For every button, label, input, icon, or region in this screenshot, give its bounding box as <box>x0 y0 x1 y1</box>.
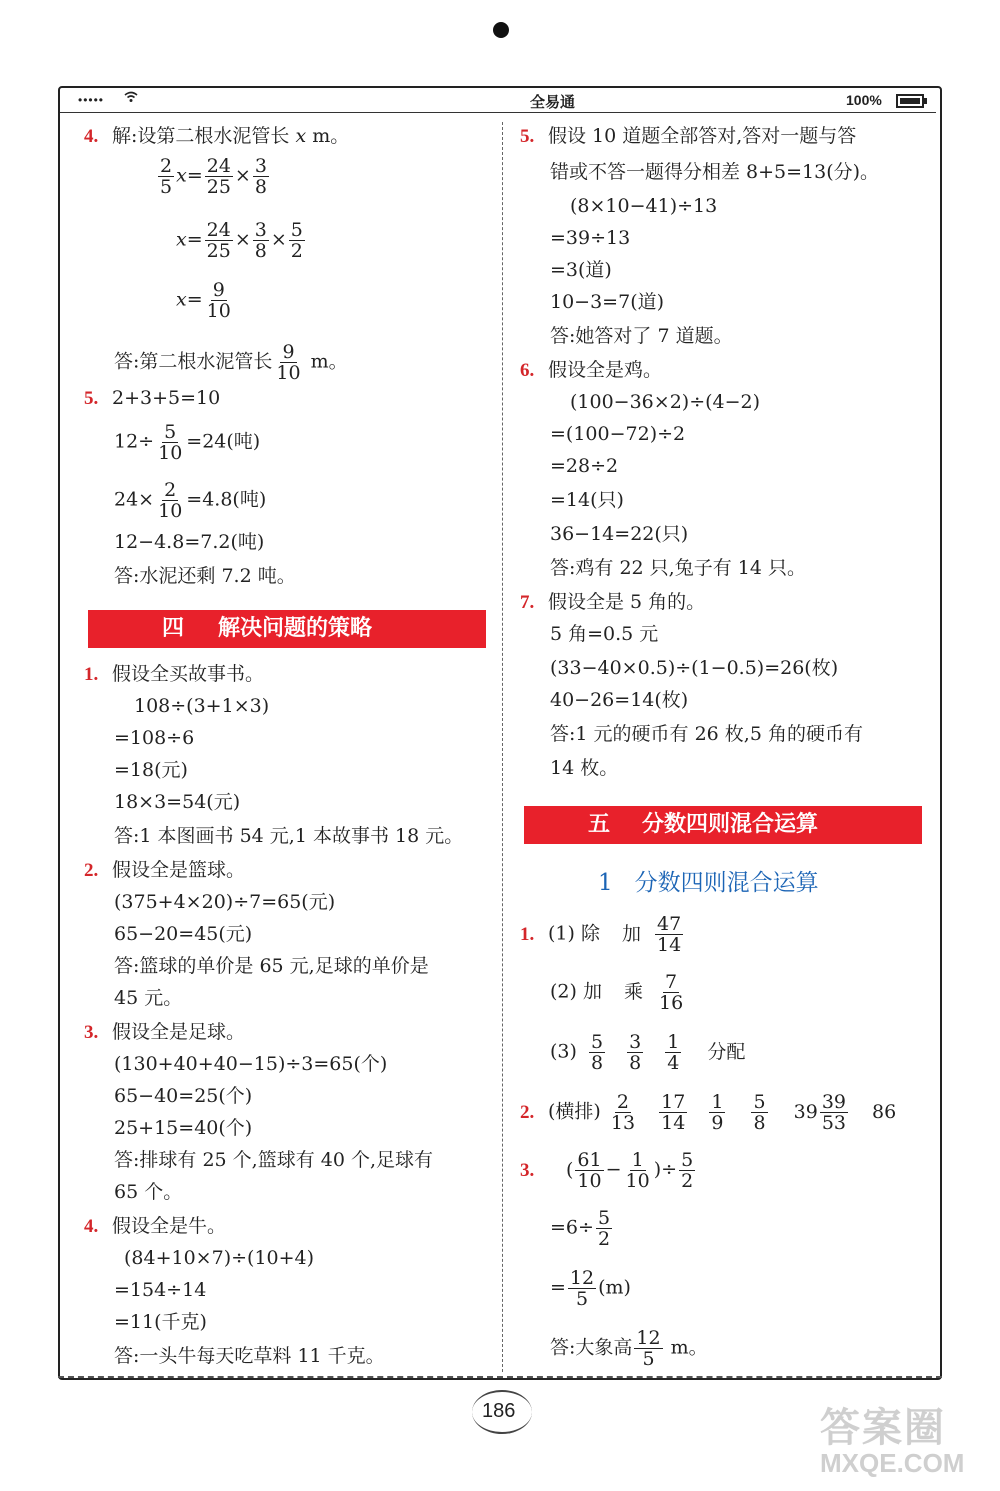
rq6-line3: =28÷2 <box>550 455 619 477</box>
p2-line2: 65−20=45(元) <box>114 923 253 945</box>
rq5-line3: =3(道) <box>550 259 612 281</box>
signal-icon: ••••• <box>78 93 105 107</box>
p3-answer-2: 65 个。 <box>114 1181 183 1203</box>
rq7-line3: 40−26=14(枚) <box>550 689 689 711</box>
p2-answer-1: 答:篮球的单价是 65 元,足球的单价是 <box>114 955 429 977</box>
q4-eq1: $\frac{2}{5}$ x= $\frac{24}{25}$ × $\frac{3}{8}$ <box>160 155 267 198</box>
p2-answer-2: 45 元。 <box>114 987 183 1009</box>
battery-icon <box>896 94 924 108</box>
rq7-intro: 7. 假设全是 5 角的。 <box>520 591 706 613</box>
r3-line3: = $\frac{12}{5}$ (m) <box>550 1267 631 1310</box>
section-banner-5: 五 分数四则混合运算 <box>524 806 922 844</box>
q4-eq2: x= $\frac{24}{25}$ × $\frac{3}{8}$ × $\frac{5}{2}$ <box>176 219 303 262</box>
p4-line2: =154÷14 <box>114 1279 207 1301</box>
q5-answer: 答:水泥还剩 7.2 吨。 <box>114 565 296 587</box>
battery-percent: 100% <box>846 92 882 108</box>
p3-line3: 25+15=40(个) <box>114 1117 253 1139</box>
rq6-line4: =14(只) <box>550 489 624 511</box>
rq5-line1: (8×10−41)÷13 <box>570 195 718 217</box>
q4-eq3: x= $\frac{9}{10}$ <box>176 279 231 322</box>
p1-line2: =108÷6 <box>114 727 195 749</box>
rq5-answer: 答:她答对了 7 道题。 <box>550 325 733 347</box>
section-subhead: 1 分数四则混合运算 <box>598 870 819 896</box>
r3-answer: 答:大象高 $\frac{12}{5}$ m。 <box>550 1327 708 1370</box>
p3-intro: 3. 假设全是足球。 <box>84 1021 246 1043</box>
r1-line-b: (2) 加 乘 $\frac{7}{16}$ <box>550 971 684 1014</box>
p1-answer: 答:1 本图画书 54 元,1 本故事书 18 元。 <box>114 825 464 847</box>
status-bar <box>60 88 936 113</box>
camera-dot <box>493 22 509 38</box>
p4-line3: =11(千克) <box>114 1311 207 1333</box>
q4-intro: 4. 解:设第二根水泥管长 x m。 <box>84 125 350 147</box>
rq7-answer-2: 14 枚。 <box>550 757 619 779</box>
q4-answer: 答:第二根水泥管长 $\frac{9}{10}$ m。 <box>114 341 348 384</box>
q5-line4: 12−4.8=7.2(吨) <box>114 531 265 553</box>
r1-line-a: 1. (1) 除 加 $\frac{47}{14}$ <box>520 913 682 956</box>
page-number: 186 <box>482 1400 516 1422</box>
p4-line1: (84+10×7)÷(10+4) <box>124 1247 315 1269</box>
p1-line4: 18×3=54(元) <box>114 791 241 813</box>
column-divider <box>502 122 503 1372</box>
p1-line1: 108÷(3+1×3) <box>134 695 270 717</box>
q5-line1: 5. 2+3+5=10 <box>84 387 221 409</box>
rq6-line1: (100−36×2)÷(4−2) <box>570 391 761 413</box>
rq7-line1: 5 角=0.5 元 <box>550 623 659 645</box>
p1-line3: =18(元) <box>114 759 188 781</box>
app-title: 全易通 <box>530 94 576 111</box>
r3-line2: =6÷ $\frac{5}{2}$ <box>550 1207 611 1250</box>
p4-intro: 4. 假设全是牛。 <box>84 1215 227 1237</box>
page-bottom-rule <box>58 1376 942 1378</box>
r2-line: 2. (横排) $\frac{2}{13}$ $\frac{17}{14}$ $\frac{1}{9}$ $\frac{5}{8}$ 39 $\frac{39}{53}$ 86 <box>520 1091 897 1134</box>
p3-line1: (130+40+40−15)÷3=65(个) <box>114 1053 388 1075</box>
rq6-line5: 36−14=22(只) <box>550 523 689 545</box>
p2-line1: (375+4×20)÷7=65(元) <box>114 891 336 913</box>
rq7-answer-1: 答:1 元的硬币有 26 枚,5 角的硬币有 <box>550 723 863 745</box>
p4-answer: 答:一头牛每天吃草料 11 千克。 <box>114 1345 385 1367</box>
q5-line3: 24× $\frac{2}{10}$ =4.8(吨) <box>114 479 267 522</box>
q5-line2: 12÷ $\frac{5}{10}$ =24(吨) <box>114 421 261 464</box>
r1-line-c: (3) $\frac{5}{8}$ $\frac{3}{8}$ $\frac{1}{4}$ 分配 <box>550 1031 746 1074</box>
watermark-logo: 答案圈 MXQE.COM <box>820 1406 965 1478</box>
p3-line2: 65−40=25(个) <box>114 1085 253 1107</box>
rq5-line4: 10−3=7(道) <box>550 291 665 313</box>
p3-answer-1: 答:排球有 25 个,篮球有 40 个,足球有 <box>114 1149 433 1171</box>
rq6-intro: 6. 假设全是鸡。 <box>520 359 663 381</box>
wifi-icon <box>124 91 138 106</box>
r3-line1: 3. ( $\frac{61}{10}$ − $\frac{1}{10}$ )÷ $\frac{5}{2}$ <box>520 1149 694 1192</box>
rq5-line2: =39÷13 <box>550 227 631 249</box>
rq6-answer: 答:鸡有 22 只,兔子有 14 只。 <box>550 557 806 579</box>
p2-intro: 2. 假设全是篮球。 <box>84 859 246 881</box>
section-banner-4: 四 解决问题的策略 <box>88 610 486 648</box>
rq6-line2: =(100−72)÷2 <box>550 423 686 445</box>
rq5-intro-2: 错或不答一题得分相差 8+5=13(分)。 <box>550 161 880 183</box>
rq7-line2: (33−40×0.5)÷(1−0.5)=26(枚) <box>550 657 839 679</box>
p1-intro: 1. 假设全买故事书。 <box>84 663 265 685</box>
rq5-intro-1: 5. 假设 10 道题全部答对,答对一题与答 <box>520 125 857 147</box>
